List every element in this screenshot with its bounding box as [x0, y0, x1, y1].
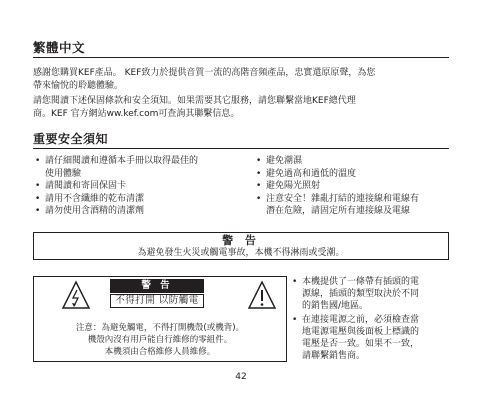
- intro-line: 商。KEF 官方網站ww.kef.com可查詢其聯繫信息。: [33, 109, 240, 119]
- label-heading: 警 告: [110, 279, 204, 293]
- intro-paragraph-2: [33, 95, 451, 121]
- safety-item: • 請仔細閱讀和遵循本手冊以取得最佳的 使用體驗: [33, 155, 248, 180]
- warning-heading: 警 告: [222, 234, 260, 247]
- fire-warning-box: [33, 232, 449, 260]
- intro-line: 感謝您購買KEF產品。 KEF致力於提供音質一流的高階音頻產品，忠實還原原聲，為您: [33, 68, 376, 78]
- power-notes: [290, 276, 460, 362]
- safety-item: • 避免潮濕: [254, 155, 454, 168]
- label-line: 注意：為避免觸電，不得打開機殼(或機背)。: [75, 323, 245, 333]
- safety-list-right: [254, 155, 454, 218]
- safety-item: • 請閱讀和寄回保固卡: [33, 180, 248, 193]
- safety-title: 重要安全須知: [33, 132, 109, 146]
- exclamation-warning-icon: [248, 280, 276, 310]
- safety-item: • 避免陽光照射: [254, 180, 454, 193]
- language-title: 繁體中文: [33, 40, 86, 55]
- safety-list-left: [33, 155, 248, 218]
- safety-item: • 請用不含纖維的乾布清潔: [33, 193, 248, 206]
- intro-paragraph-1: [33, 67, 451, 93]
- label-line: 機殼內沒有用戶能自行維修的零組件。: [87, 335, 233, 345]
- title-rule: [33, 57, 449, 58]
- power-note: • 本機提供了一條帶有插頭的電 源線，插頭的類型取決於不同 的銷售國/地區。: [290, 276, 460, 312]
- safety-item: • 避免過高和過低的溫度: [254, 168, 454, 181]
- safety-item: • 注意安全！雜亂打結的連接線和電線有 潛在危險，請固定所有連接線及電線: [254, 193, 454, 218]
- warning-text: 為避免發生火災或觸電事故，本機不得淋雨或受潮。: [137, 248, 345, 258]
- label-subheading: 不得打開 以防觸電: [110, 294, 204, 308]
- lightning-warning-icon: [62, 280, 90, 310]
- intro-line: 請您閱讀下述保固條款和安全須知。如果需要其它服務，請您聯繫當地KEF總代理: [33, 96, 356, 106]
- intro-line: 帶來愉悅的聆聽體驗。: [33, 81, 124, 91]
- section-rule: [33, 148, 449, 149]
- power-note: • 在連接電源之前，必須檢查當 地電源電壓與後面板上標識的 電壓是否一致。如果不一致， 請聯繫銷售商。: [290, 314, 460, 362]
- label-text: [36, 322, 284, 358]
- label-line: 本機須由合格維修人員維修。: [104, 347, 216, 357]
- safety-item: • 請勿使用含酒精的清潔劑: [33, 205, 248, 218]
- page-number: 42: [235, 372, 247, 382]
